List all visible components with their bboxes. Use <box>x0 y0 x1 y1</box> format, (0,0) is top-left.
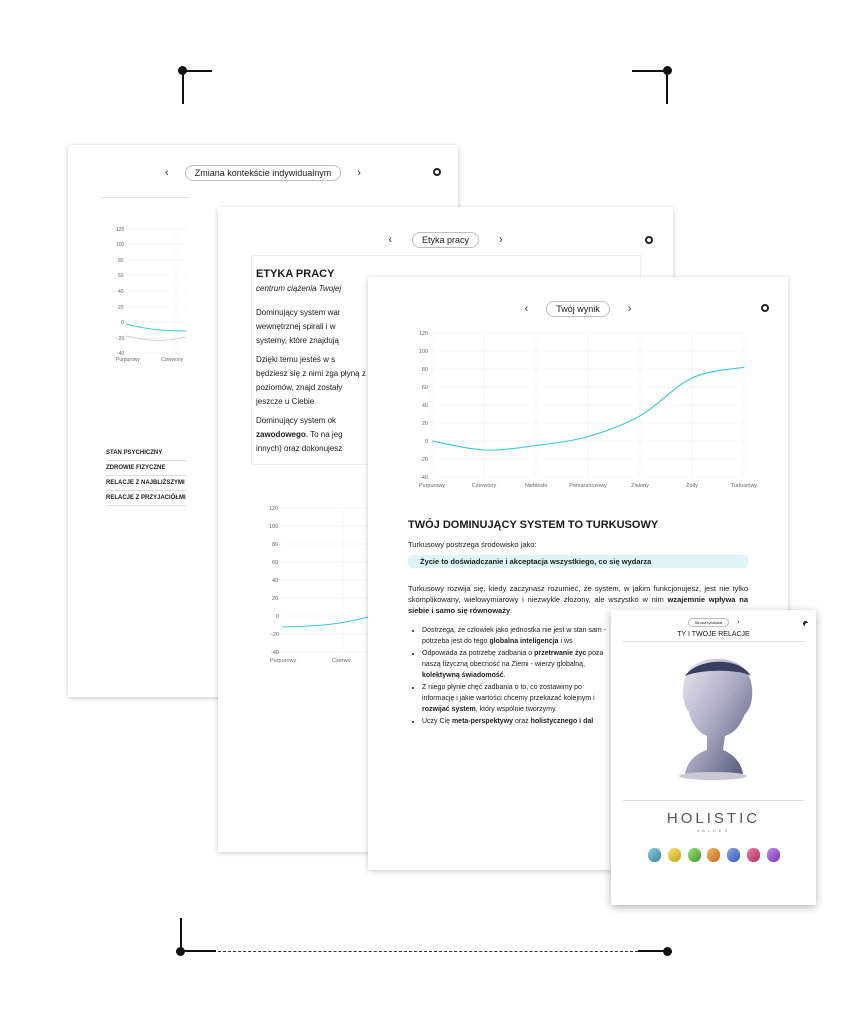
card-nav <box>611 618 816 627</box>
chevron-right-icon[interactable]: › <box>627 303 632 315</box>
result-line-chart <box>408 327 758 492</box>
y-tick-label: -20 <box>420 457 428 463</box>
y-tick: 40 <box>272 578 279 584</box>
card-nav <box>68 165 458 181</box>
side-item-physical[interactable]: ZDROWIE FIZYCZNE <box>106 465 186 476</box>
y-tick-label: 20 <box>421 421 428 427</box>
section-heading: TWÓJ DOMINUJĄCY SYSTEM TO TURKUSOWY <box>408 519 659 531</box>
chevron-left-icon[interactable]: ‹ <box>524 303 529 315</box>
y-tick-label: 60 <box>421 385 428 391</box>
head-icon <box>707 848 720 862</box>
y-tick-label: 120 <box>418 331 428 337</box>
y-tick-label: 40 <box>421 403 428 409</box>
x-tick-label: Turkusowy <box>730 483 758 489</box>
brand-logo-text: HOLISTIC <box>666 810 761 827</box>
x-tick-label: Zielony <box>631 483 649 489</box>
context-chart <box>106 223 186 363</box>
page-title-pill[interactable]: Etyka pracy <box>412 232 479 248</box>
y-tick: 80 <box>118 258 124 264</box>
y-tick: 20 <box>272 596 279 602</box>
head-icon <box>688 848 701 862</box>
y-tick: 0 <box>276 614 280 620</box>
y-tick: -20 <box>117 336 125 342</box>
chevron-right-icon[interactable]: › <box>737 619 740 626</box>
head-icon <box>767 848 780 862</box>
y-tick: 80 <box>272 542 279 548</box>
y-tick-label: -40 <box>420 475 428 481</box>
card-nav <box>368 301 788 317</box>
x-tick-label: Purpurowy <box>418 483 446 489</box>
y-tick: -40 <box>271 650 279 656</box>
list-item: • Dostrzega, że człowiek jako jednostka nie jest w stan sam - potrzeba jest do tego globalna inteligencja i ws <box>422 625 616 647</box>
page-title-pill[interactable]: Twój wynik <box>546 301 610 317</box>
y-tick: -20 <box>271 632 279 638</box>
chevron-left-icon[interactable]: ‹ <box>388 234 392 246</box>
list-item: • Odpowiada za potrzebę zadbania o przetrwanie życ poza naszą fizyczną obecność na Ziemi - wierzy globalną, kolektywną świadomość. <box>422 648 616 681</box>
y-tick: 100 <box>269 524 279 530</box>
body-paragraph: Turkusowy rozwija się, kiedy zaczynasz rozumieć, że system, w jakim funkcjonujesz, jest nie tylko skomplikowany, wielowymiarowy i niezwykle złożony, ale wszystko w nim wzajemnie wpływa na siebie i samo się równoważy. <box>408 584 748 615</box>
card-nav <box>218 232 673 248</box>
y-tick: 0 <box>121 320 124 326</box>
chevron-right-icon[interactable]: › <box>357 167 361 179</box>
y-tick: 60 <box>118 273 124 279</box>
series-line <box>282 617 368 627</box>
side-item-family[interactable]: RELACJE Z NAJBLIŻSZYMI <box>106 480 186 491</box>
x-tick-label: Żółty <box>686 483 698 489</box>
list-item: • Z niego płynie chęć zadbania o to, co zostawimy po informację i jakie wartości chcemy przekazać kolejnym i rozwijać system, który wspólnie tworzymy. <box>422 682 616 715</box>
frame-corner-top-right <box>632 66 672 104</box>
paragraph: Dzięki temu jesteś w s będziesz się z nimi zga płyną z poziomów, znajd zostały jeszcze u Ciebie <box>256 355 366 406</box>
bullet-list <box>408 625 616 728</box>
page-title-pill[interactable]: Zmiana kontekście indywidualnym <box>185 165 342 181</box>
x-tick-label: Niebieski <box>524 483 548 489</box>
list-item: • Uczy Cię meta-perspektywy oraz holistycznego i dal <box>422 716 616 727</box>
x-tick: Czerwony <box>161 357 184 363</box>
y-tick-label: 0 <box>424 439 428 445</box>
globe-icon[interactable] <box>803 621 808 626</box>
y-tick: 120 <box>269 506 279 512</box>
head-icon <box>648 848 661 862</box>
frame-corner-top-left <box>178 66 212 104</box>
highlight-box <box>408 555 748 568</box>
x-tick-label: Czerwony <box>471 483 497 489</box>
y-tick-label: 80 <box>421 367 428 373</box>
x-tick-label: Pomarańczowy <box>569 483 607 489</box>
head-icon <box>668 848 681 862</box>
paragraph: Dominujący system ok zawodowego. To na jeg innych) oraz dokonujesz <box>256 416 343 453</box>
side-item-friends[interactable]: RELACJE Z PRZYJACIÓŁMI <box>106 495 186 506</box>
y-tick: 20 <box>118 305 124 311</box>
y-tick: 100 <box>116 242 125 248</box>
y-tick-label: 100 <box>418 349 428 355</box>
y-tick: 40 <box>118 289 124 295</box>
series-line <box>126 324 186 331</box>
globe-icon[interactable] <box>645 236 653 244</box>
y-tick: 120 <box>116 227 125 233</box>
highlight-text: Życie to doświadczanie i akceptacja wszystkiego, co się wydarza <box>420 557 652 566</box>
page-card-cover <box>611 610 816 905</box>
side-item-mental[interactable]: STAN PSYCHICZNY <box>106 450 186 461</box>
color-heads-row <box>648 848 780 864</box>
frame-bottom-line <box>176 918 676 958</box>
head-icon <box>747 848 760 862</box>
intro-text: Turkusowy postrzega środowisko jako: <box>408 540 537 549</box>
x-tick: Czerwo <box>332 658 351 664</box>
x-tick: Purpurowy <box>116 357 140 363</box>
x-tick: Purpurowy <box>270 658 297 664</box>
work-ethic-chart <box>258 502 368 667</box>
chevron-left-icon[interactable]: ‹ <box>165 167 169 179</box>
statue-illustration <box>663 652 763 782</box>
paragraph: Dominujący system war wewnętrznej spirali i w systemy, które znajdują <box>256 308 341 345</box>
globe-icon[interactable] <box>761 304 769 312</box>
brand-logo-subtext: VALUES <box>696 828 731 833</box>
cover-heading: TY I TWOJE RELACJE <box>677 631 750 638</box>
y-tick: -40 <box>117 351 125 357</box>
section-heading: ETYKA PRACY <box>256 268 335 280</box>
y-tick: 60 <box>272 560 279 566</box>
chevron-right-icon[interactable]: › <box>499 234 503 246</box>
head-icon <box>727 848 740 862</box>
section-subheading: centrum ciążenia Twojej <box>256 284 342 293</box>
globe-icon[interactable] <box>433 168 441 176</box>
page-title-pill[interactable]: Strona tytułowa <box>688 618 730 627</box>
